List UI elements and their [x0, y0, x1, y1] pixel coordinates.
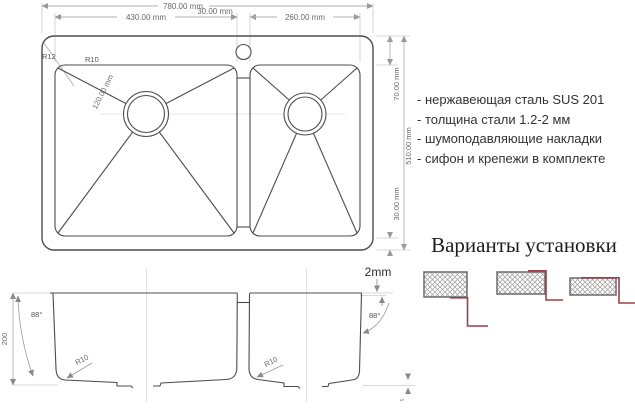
install-variant-topmount: [570, 278, 635, 303]
sink-top-view-drawing: [0, 0, 420, 262]
feature-item: - нержавеющая сталь SUS 201: [417, 92, 605, 107]
install-variants-diagrams: [415, 262, 635, 411]
radius-bowl-label: R10: [85, 55, 99, 64]
radius-right-label: R10: [262, 354, 280, 369]
radius-left-label: R10: [73, 352, 91, 367]
dim-lip-label: 5: [400, 398, 406, 402]
dim-total-depth-label: 510.00 mm: [404, 127, 413, 165]
sink-outline: [42, 36, 373, 250]
sink-section-view-drawing: [0, 262, 420, 411]
install-variant-undermount: [424, 272, 488, 326]
dim-top-margin-label: 70.00 mm: [392, 67, 401, 101]
dim-drain-label: 120.00 mm: [90, 73, 116, 111]
faucet-hole: [236, 45, 251, 60]
install-variant-flushmount: [497, 271, 563, 300]
install-variants-heading: Варианты установки: [431, 233, 617, 257]
section-profile: [50, 293, 362, 389]
right-bowl: [250, 65, 360, 236]
dim-left-bowl-label: 430.00 mm: [125, 13, 167, 22]
dim-divider-label: 30.00 mm: [197, 7, 233, 16]
feature-item: - шумоподавляющие накладки: [417, 131, 603, 146]
feature-list: [417, 90, 635, 168]
extension-lines: [42, 3, 410, 250]
feature-item: - сифон и крепежи в комплекте: [417, 150, 606, 166]
dim-depth-label: 200: [0, 332, 9, 346]
dim-bottom-margin-label: 30.00 mm: [392, 187, 401, 221]
dim-steel-thickness-label: 2mm: [364, 265, 392, 279]
left-bowl: [55, 65, 237, 236]
dim-total-width-label: 780.00 mm: [162, 2, 204, 11]
feature-item: - толщина стали 1.2-2 мм: [417, 111, 571, 127]
radius-outer-label: R12: [42, 52, 56, 61]
dim-right-bowl-label: 260.00 mm: [284, 13, 326, 22]
angle-right-label: 88°: [369, 311, 381, 320]
angle-left-label: 88°: [31, 310, 43, 319]
